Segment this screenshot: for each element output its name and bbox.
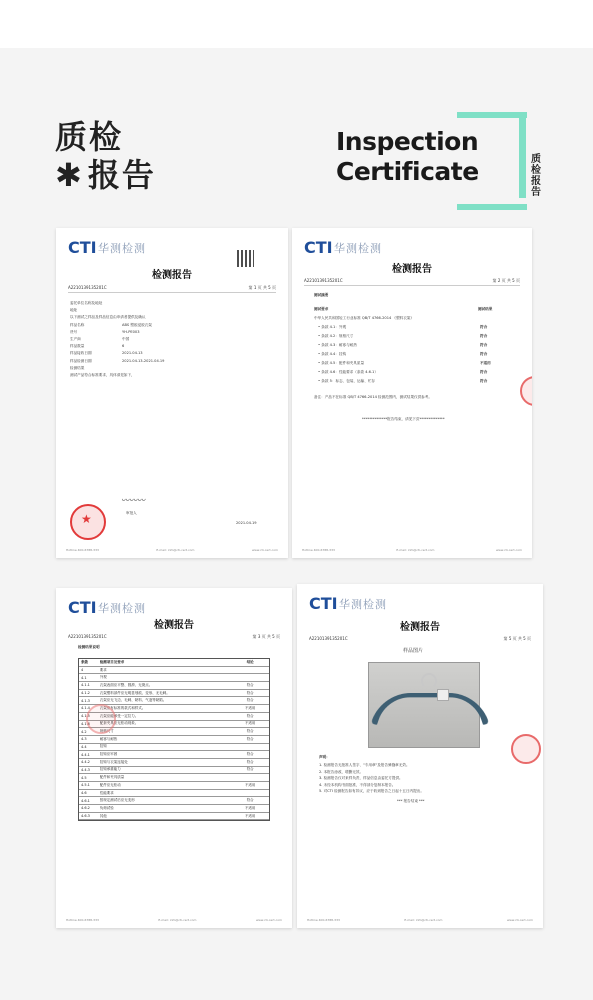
asterisk-icon: ✱: [55, 156, 84, 194]
cti-logo: CTI: [68, 238, 97, 257]
table-cell: 不适用: [244, 805, 256, 810]
summary-result: 符合: [480, 379, 488, 383]
summary-result: 符合: [480, 325, 488, 329]
field-label: 委托单位名称及地址: [70, 301, 103, 305]
qr-code-icon: [237, 250, 254, 267]
table-cell: 4.1.5: [81, 714, 90, 719]
summary-item: • 条款 5：标志、包装、运输、贮存: [318, 379, 376, 383]
summary-item: • 条款 4.5：配件和夹具质量: [318, 361, 365, 365]
summary-note: 备注：产品不在标准 QB/T 4766-2014 检测范围内，测试结果仅供参考。: [314, 395, 432, 399]
title-cn-line2: [55, 156, 156, 194]
table-cell: 不适用: [244, 705, 256, 710]
table-cell: 挂钩承重能力: [99, 767, 121, 772]
table-row: [79, 805, 269, 813]
table-cell: 挂钩应牢固: [99, 752, 118, 757]
table-row: [79, 774, 269, 782]
table-row: [79, 797, 269, 805]
footer-email: E-mail: info@cti-cert.com: [156, 548, 195, 552]
report-title: 检测报告: [152, 270, 192, 281]
table-cell: 衣架塑料部件应无明显划痕、变形、无毛刺。: [99, 690, 170, 695]
field-label: 样品接收日期: [70, 351, 92, 356]
hanger-hook: [421, 673, 437, 689]
table-cell: 4.6.1: [81, 798, 90, 803]
table-cell: 外观: [99, 675, 107, 680]
sample-photo: [368, 662, 480, 748]
signature-label: 审批人: [126, 511, 137, 515]
page-title-en: [336, 127, 479, 187]
table-cell: 4.4.1: [81, 752, 90, 757]
field-label: 测试产品符合标准要求，具体请见如下，: [70, 373, 135, 377]
table-row: [79, 659, 269, 667]
table-row: [79, 690, 269, 698]
table-cell: 符合: [246, 682, 254, 687]
end-text: **************报告结束，请见下页**************: [362, 417, 445, 421]
top-bar: [0, 0, 593, 48]
cti-logo-cn: 华测检测: [334, 242, 382, 255]
footer-web: www.cti-cert.com: [495, 548, 522, 552]
cti-logo: CTI: [309, 594, 338, 613]
footer-web: www.cti-cert.com: [251, 548, 278, 552]
hanger-tag: [437, 689, 449, 701]
summary-item: • 条款 4.6：性能要求（条款 4.6.1）: [318, 370, 378, 374]
hanger-body: [370, 693, 489, 725]
field-label: 货号: [70, 329, 78, 334]
table-cell: 条款: [81, 659, 88, 664]
signature: 〰〰〰: [121, 496, 145, 505]
note-item: 2. 本报告涂改、增删无效。: [319, 769, 364, 774]
title-en-line2: Certificate: [336, 157, 479, 186]
report-page-4: [297, 584, 543, 928]
table-cell: 不适用: [244, 721, 256, 726]
table-cell: 4.1.4: [81, 706, 90, 711]
field-value: 6: [122, 344, 125, 349]
table-cell: 4.1.1: [81, 683, 90, 688]
table-cell: 按规定测试后应无变形: [99, 798, 135, 803]
table-cell: 4.4.3: [81, 767, 90, 772]
cti-logo: CTI: [68, 598, 97, 617]
table-cell: 耐寒与耐热: [99, 736, 118, 741]
table-cell: 4.5: [81, 775, 87, 780]
table-cell: 4.6: [81, 791, 87, 796]
table-cell: 配件和夹具质量: [99, 775, 125, 780]
table-row: [79, 736, 269, 744]
standard-line: 中华人民共和国轻工行业标准 QB/T 4766-2014 《塑料衣架》: [314, 316, 414, 320]
field-value: 2021.04.13-2021.04.19: [122, 358, 165, 363]
table-row: [79, 790, 269, 798]
table-cell: 符合: [246, 713, 254, 718]
report-title: 检测报告: [154, 620, 194, 631]
cti-logo-cn: 华测检测: [98, 602, 146, 615]
report-footer: [302, 548, 522, 552]
table-cell: 挂钩与衣架连接处: [99, 759, 128, 764]
accent-bracket-side: [519, 112, 526, 198]
page-title-cn: [55, 118, 156, 194]
table-row: [79, 813, 269, 821]
table-cell: 配件应无松动: [99, 782, 121, 787]
field-label: 样品名称: [70, 322, 85, 327]
summary-item: • 条款 4.1：外观: [318, 325, 347, 329]
field-label: 样品检测日期: [70, 358, 92, 363]
table-cell: 性能要求: [99, 790, 114, 795]
cti-logo-cn: 华测检测: [98, 242, 146, 255]
sign-date: 2021.04.19: [236, 521, 257, 525]
table-cell: 结论: [246, 659, 254, 664]
field-value: ABS 塑胶浸胶衣架: [122, 322, 152, 327]
footer-web: www.cti-cert.com: [506, 918, 533, 922]
report-page-3: [56, 588, 292, 928]
table-cell: 4.5.1: [81, 783, 90, 788]
result-section: 检测结果说明: [78, 645, 100, 649]
field-value: YH-PE003: [122, 329, 140, 334]
divider: [68, 292, 276, 293]
table-row: [79, 782, 269, 790]
table-cell: 4.1.3: [81, 698, 90, 703]
table-row: [79, 767, 269, 775]
report-page-1: [56, 228, 288, 558]
summary-item: • 条款 4.2：规格尺寸: [318, 334, 354, 338]
table-cell: 符合: [246, 736, 254, 741]
table-cell: 其他: [99, 813, 107, 818]
report-no: A2210139135201C: [68, 285, 107, 290]
table-cell: 衣架应有标准的款式和样式。: [99, 705, 146, 710]
cti-logo-cn: 华测检测: [339, 598, 387, 611]
table-cell: 符合: [246, 767, 254, 772]
table-row: [79, 667, 269, 675]
table-row: [79, 751, 269, 759]
report-page: 第 1 页 共 5 页: [248, 285, 276, 290]
table-cell: 4.6.3: [81, 814, 90, 819]
table-cell: 4: [81, 668, 84, 673]
report-meta: [309, 636, 531, 642]
table-cell: 符合: [246, 690, 254, 695]
field-label: 检测结果: [70, 365, 85, 370]
footer-web: www.cti-cert.com: [255, 918, 282, 922]
table-row: [79, 744, 269, 752]
field-label: 以下测试之样品及样品信息由申请者提供及确认: [70, 315, 146, 320]
table-cell: 规格尺寸: [99, 729, 114, 734]
title-en-line1: Inspection: [336, 127, 479, 156]
table-cell: 4.6.2: [81, 806, 90, 811]
divider: [304, 285, 520, 286]
cti-logo: CTI: [304, 238, 333, 257]
summary-result: 符合: [480, 370, 488, 374]
table-cell: 挂钩: [99, 744, 107, 749]
field-value: 中国: [122, 337, 130, 341]
note-item: 1. 检测报告无批准人签字、"专用章"及报告骑缝章无效。: [319, 763, 410, 767]
report-no: A2210139135201C: [309, 636, 348, 641]
field-label: 生产商: [70, 337, 81, 341]
report-title: 检测报告: [392, 264, 432, 275]
summary-result: 符合: [480, 352, 488, 356]
table-cell: 不适用: [244, 813, 256, 818]
report-page-2: [292, 228, 532, 558]
report-no: A2210139135201C: [68, 634, 107, 639]
summary-section: 测试摘要: [314, 293, 329, 297]
report-meta: [68, 285, 276, 291]
report-page: 第 2 页 共 5 页: [492, 278, 520, 283]
field-value: 2021.04.13: [122, 351, 143, 356]
summary-result: 不适用: [480, 361, 491, 365]
table-cell: 负荷试验: [99, 805, 114, 810]
table-cell: 4.2: [81, 729, 87, 734]
official-stamp: [70, 504, 106, 540]
table-cell: 配套夹具应无松动现象。: [99, 721, 139, 726]
table-cell: 符合: [246, 759, 254, 764]
report-page: 第 3 页 共 5 页: [252, 634, 280, 639]
seal-stamp: [86, 704, 116, 734]
field-label: 样品数量: [70, 344, 85, 349]
table-cell: 衣架应无飞边、毛刺、缺料、气泡等缺陷。: [99, 698, 167, 703]
end-text: *** 报告结束 ***: [397, 799, 425, 803]
table-cell: 4.1: [81, 675, 87, 680]
title-cn-line2-text: 报告: [87, 156, 156, 194]
table-cell: 4.3: [81, 737, 87, 742]
report-meta: [68, 634, 280, 640]
table-cell: 符合: [246, 752, 254, 757]
table-cell: 4.1.2: [81, 691, 90, 696]
table-cell: 符合: [246, 798, 254, 803]
table-row: [79, 697, 269, 705]
side-label: 质检报告: [531, 154, 541, 198]
table-cell: 检测项目及要求: [99, 659, 125, 664]
footer-email: E-mail: info@cti-cert.com: [158, 918, 197, 922]
notes-title: 声明：: [319, 755, 330, 759]
table-cell: 4.1.6: [81, 721, 90, 726]
table-row: [79, 759, 269, 767]
report-meta: [304, 278, 520, 284]
table-cell: 符合: [246, 729, 254, 734]
report-page: 第 5 页 共 5 页: [503, 636, 531, 641]
table-row: [79, 674, 269, 682]
summary-item: • 条款 4.4：挂钩: [318, 352, 347, 356]
table-row: [79, 682, 269, 690]
field-label: 地址: [70, 308, 78, 313]
footer-hotline: Hotline 400-6788-333: [307, 918, 340, 922]
table-cell: 4.4.2: [81, 760, 90, 765]
note-item: 4. 未经本机构书面批准，不得部分复制本报告。: [319, 782, 396, 787]
table-cell: 4.4: [81, 744, 87, 749]
footer-hotline: Hotline 400-6788-333: [66, 548, 99, 552]
summary-result: 符合: [480, 343, 488, 347]
report-footer: [66, 918, 282, 922]
note-item: 5. 对CTI 检测报告如有异议，应于收到报告之日起十五日内提出。: [319, 789, 424, 793]
col-result: 测试结果: [478, 307, 493, 311]
table-cell: 要求: [99, 667, 107, 672]
footer-email: E-mail: info@cti-cert.com: [396, 548, 435, 552]
report-title: 检测报告: [400, 622, 440, 633]
report-footer: [66, 548, 278, 552]
table-cell: 符合: [246, 698, 254, 703]
title-cn-line1: 质检: [55, 118, 124, 156]
note-item: 3. 检测报告仅对来样负责，样品信息由委托方提供。: [319, 776, 403, 780]
summary-item: • 条款 4.3：耐寒与耐热: [318, 343, 357, 347]
footer-hotline: Hotline 400-6788-333: [302, 548, 335, 552]
seal-stamp: [511, 734, 541, 764]
report-footer: [307, 918, 533, 922]
footer-email: E-mail: info@cti-cert.com: [404, 918, 443, 922]
table-cell: 衣架表面应平整、圆滑、无斑点。: [99, 682, 153, 687]
report-no: A2210139135201C: [304, 278, 343, 283]
summary-result: 符合: [480, 334, 488, 338]
table-cell: 不适用: [244, 782, 256, 787]
result-table: [78, 658, 270, 821]
table-cell: 衣架应能承受一定拉力。: [99, 713, 139, 718]
seal-stamp: [520, 376, 532, 406]
footer-hotline: Hotline 400-6788-333: [66, 918, 99, 922]
photo-title: 样品图片: [403, 648, 424, 654]
col-item: 测试要求: [314, 307, 329, 311]
